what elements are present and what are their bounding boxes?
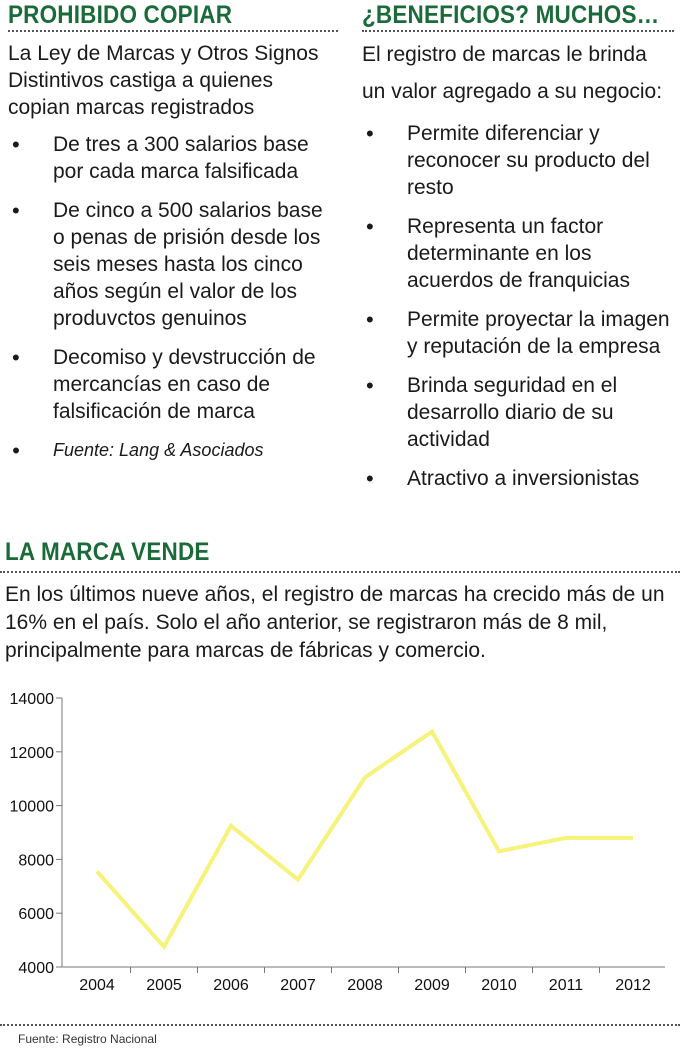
x-tick-label: 2008 — [347, 977, 383, 994]
footer-divider — [0, 1024, 680, 1026]
right-heading-divider — [362, 30, 674, 32]
x-tick-label: 2011 — [548, 977, 584, 994]
list-item — [8, 197, 338, 332]
list-item-text: Atractivo a inversionistas — [407, 467, 640, 490]
right-column — [362, 0, 674, 504]
left-source-text: Fuente: Lang & Asociados — [53, 440, 264, 460]
left-heading-divider — [8, 30, 338, 32]
footer-source: Fuente: Registro Nacional — [18, 1032, 157, 1046]
bullet-icon: • — [366, 466, 374, 491]
x-tick-label: 2004 — [79, 977, 115, 994]
series-line — [97, 732, 633, 947]
left-source — [8, 437, 338, 464]
right-intro: El registro de marcas le brinda un valor agregado a su negocio: — [362, 43, 663, 103]
x-tick-label: 2006 — [213, 977, 249, 994]
left-intro: La Ley de Marcas y Otros Signos Distintivos castiga a quienes copian marcas registrados — [8, 42, 319, 119]
list-item-text: De tres a 300 salarios base por cada marca falsificada — [53, 133, 309, 183]
list-item — [362, 306, 674, 360]
right-bullet-list — [362, 120, 674, 492]
left-heading: PROHIBIDO COPIAR — [8, 1, 233, 29]
list-item-text: Permite diferenciar y reconocer su producto del resto — [407, 122, 650, 199]
bullet-icon: • — [366, 121, 374, 146]
bullet-icon: • — [366, 373, 374, 398]
section-heading: LA MARCA VENDE — [5, 538, 210, 566]
bullet-icon: • — [12, 198, 20, 223]
y-tick-label: 14000 — [9, 691, 54, 708]
list-item — [8, 131, 338, 185]
left-column — [8, 0, 338, 476]
bullet-icon: • — [12, 345, 20, 370]
list-item-text: Representa un factor determinante en los acuerdos de franquicias — [407, 215, 630, 292]
section-body: En los últimos nueve años, el registro de marcas ha crecido más de un 16% en el país. Solo el año anterior, se registraron más de 8 mil, principalmente para marcas de fábricas y comercio. — [5, 583, 665, 662]
list-item — [362, 465, 674, 492]
x-tick-label: 2005 — [146, 977, 182, 994]
y-tick-label: 8000 — [18, 852, 54, 870]
list-item — [362, 372, 674, 453]
list-item — [8, 344, 338, 425]
list-item-text: Decomiso y devstrucción de mercancías en caso de falsificación de marca — [53, 346, 316, 423]
x-tick-label: 2012 — [615, 977, 651, 994]
bullet-icon: • — [366, 307, 374, 332]
list-item-text: Brinda seguridad en el desarrollo diario de su actividad — [407, 374, 618, 451]
bullet-icon: • — [366, 214, 374, 239]
y-tick-label: 10000 — [9, 798, 54, 816]
line-chart — [0, 684, 680, 994]
left-bullet-list — [8, 131, 338, 464]
right-heading: ¿BENEFICIOS? MUCHOS… — [362, 1, 660, 29]
list-item-text: De cinco a 500 salarios base o penas de prisión desde los seis meses hasta los cinco años según el valor de los produvctos genuinos — [53, 199, 323, 330]
x-tick-label: 2007 — [280, 977, 316, 994]
bullet-icon: • — [12, 438, 20, 463]
x-tick-label: 2010 — [481, 977, 517, 994]
list-item — [362, 213, 674, 294]
section-divider — [0, 571, 680, 573]
y-tick-label: 4000 — [18, 960, 54, 977]
marca-vende-section — [0, 537, 680, 665]
list-item-text: Permite proyectar la imagen y reputación de la empresa — [407, 308, 670, 358]
bullet-icon: • — [12, 132, 20, 157]
y-tick-label: 12000 — [9, 744, 54, 762]
list-item — [362, 120, 674, 201]
x-tick-label: 2009 — [414, 977, 450, 994]
y-tick-label: 6000 — [18, 906, 54, 924]
